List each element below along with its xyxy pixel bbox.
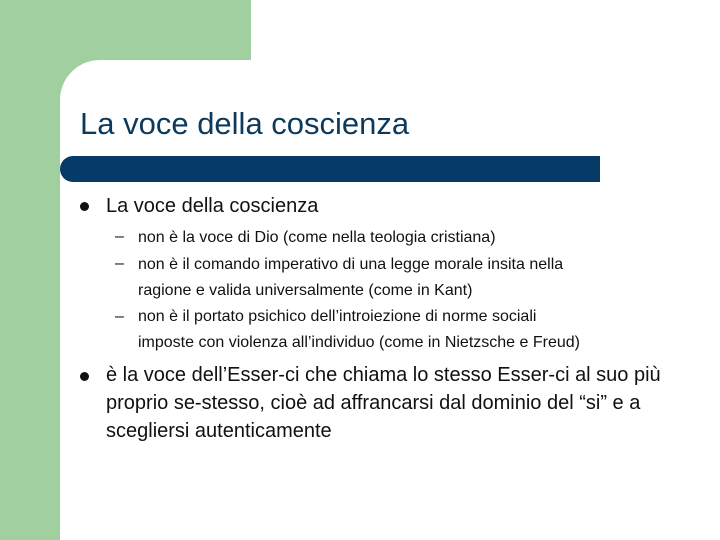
sub-bullet-dash: – [115, 255, 124, 272]
bullet-item-1: La voce della coscienza [106, 195, 319, 217]
bullet-dot [80, 202, 89, 211]
sub-bullet-item-3: non è il portato psichico dell’introiezione di norme sociali imposte con violenza all’individuo (come in Nietzsche e Freud) [138, 308, 580, 351]
bullet-dot [80, 372, 89, 381]
title-underline-bar [60, 156, 600, 182]
sub-bullet-dash: – [115, 228, 124, 245]
sub-bullet-dash: – [115, 308, 124, 325]
sub-bullet-item-1: non è la voce di Dio (come nella teologia cristiana) [138, 229, 496, 246]
slide-title: La voce della coscienza [80, 106, 410, 141]
bullet-item-2: è la voce dell’Esser-ci che chiama lo stesso Esser-ci al suo più proprio se-stesso, cioè ad affrancarsi dal dominio del “si” e a scegliersi autenticamente [106, 364, 661, 442]
sub-bullet-item-2: non è il comando imperativo di una legge morale insita nella ragione e valida universalmente (come in Kant) [138, 256, 564, 299]
